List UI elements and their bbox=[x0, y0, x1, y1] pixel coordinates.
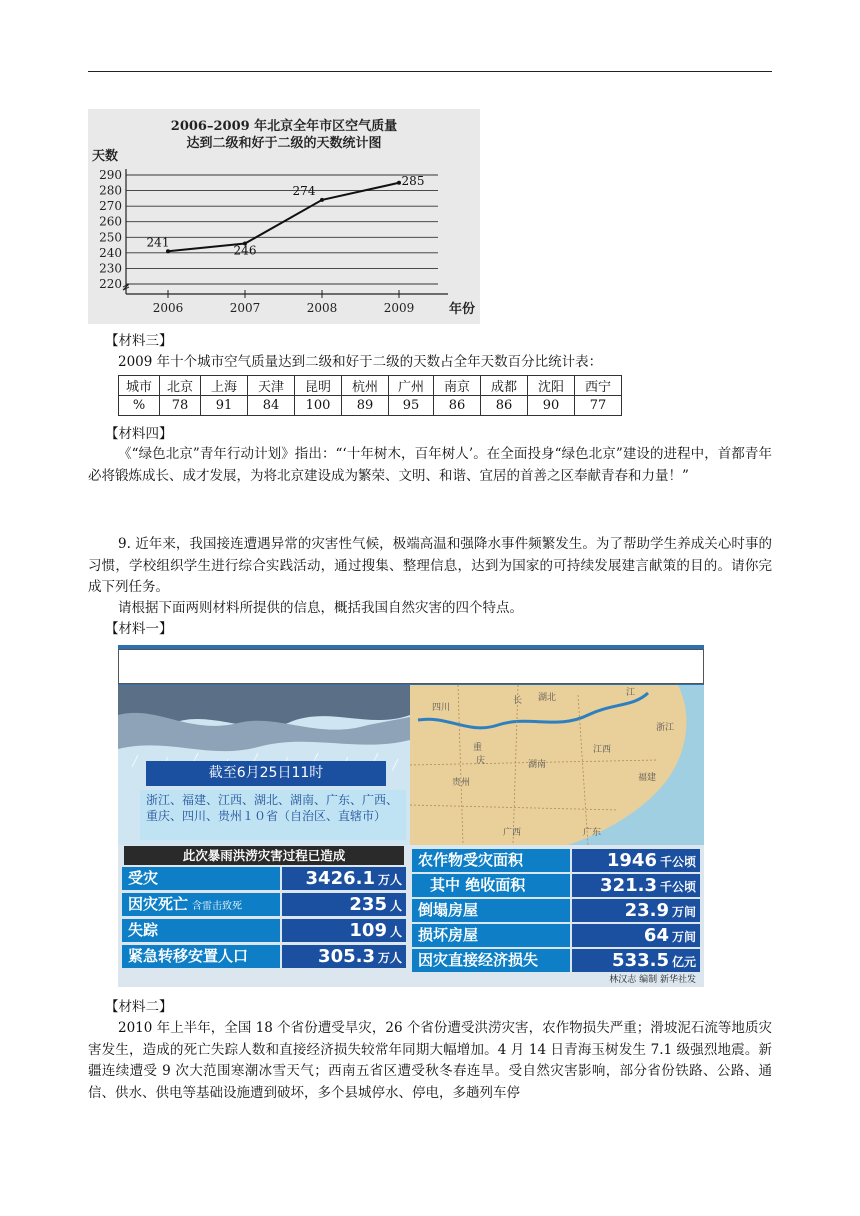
stat-economic-loss bbox=[412, 949, 700, 972]
table-cell: 78 bbox=[160, 396, 201, 416]
table-cell: 100 bbox=[295, 396, 342, 416]
stat-affected-people bbox=[122, 867, 406, 890]
question9-task: 请根据下面两则材料所提供的信息，概括我国自然灾害的四个特点。 bbox=[118, 600, 523, 616]
stat-value: 64 万间 bbox=[572, 924, 700, 947]
y-tick-label: 280 bbox=[99, 183, 122, 198]
table-cell: 89 bbox=[342, 396, 389, 416]
map-label: 浙江 bbox=[656, 723, 675, 733]
map-label: 贵州 bbox=[452, 778, 471, 788]
stat-damaged-houses bbox=[412, 924, 700, 947]
chart-title: 2006–2009 年北京全年市区空气质量 bbox=[170, 119, 398, 134]
material4-text: 《“绿色北京”青年行动计划》指出：“‘十年树木，百年树人’。在全面投身“绿色北京”建设的进程中，首都青年必将锻炼成长、成才发展，为将北京建设成为繁荣、文明、和谐、宜居的首善之区奉献青春和力量！” bbox=[88, 446, 772, 484]
infographic-credit: 林汉志 编制 新华社发 bbox=[609, 975, 696, 985]
map-label: 广东 bbox=[583, 828, 602, 838]
table-cell: 91 bbox=[201, 396, 248, 416]
table-cell: 86 bbox=[434, 396, 481, 416]
city-percent-table bbox=[118, 375, 622, 416]
stats-panel-title: 此次暴雨洪涝灾害过程已造成 bbox=[124, 846, 404, 865]
affected-areas: 浙江、福建、江西、湖北、湖南、广东、广西、重庆、四川、贵州１０省（自治区、直辖市） bbox=[140, 790, 406, 840]
x-tick-label: 2008 bbox=[306, 301, 338, 315]
table-cell: 84 bbox=[248, 396, 295, 416]
stat-value: 23.9 万间 bbox=[572, 899, 700, 922]
stat-value: 109 人 bbox=[282, 919, 406, 942]
map-label: 湖南 bbox=[528, 760, 547, 770]
air-quality-chart bbox=[88, 109, 480, 324]
table-header-row bbox=[119, 376, 622, 396]
stat-deaths bbox=[122, 893, 406, 916]
x-tick-label: 2007 bbox=[229, 301, 261, 315]
stat-crop-failure bbox=[412, 874, 700, 897]
question9-text: 9. 近年来，我国接连遭遇异常的灾害性气候，极端高温和强降水事件频繁发生。为了帮助学生养成关心时事的习惯，学校组织学生进行综合实践活动，通过搜集、整理信息，达到为国家的可持续发展建言献策的目的。请你完成下列任务。 bbox=[88, 536, 772, 596]
map-label: 江西 bbox=[593, 745, 612, 755]
flood-infographic bbox=[118, 645, 704, 987]
y-tick-label: 250 bbox=[99, 230, 122, 245]
stat-value: 1946 千公顷 bbox=[572, 849, 700, 872]
x-tick-label: 2006 bbox=[152, 301, 184, 315]
y-tick-label: 260 bbox=[99, 214, 122, 229]
stat-label: 农作物受灾面积 bbox=[412, 849, 570, 872]
stat-label: 因灾死亡 含雷击致死 bbox=[122, 893, 280, 916]
stat-label: 因灾直接经济损失 bbox=[412, 949, 570, 972]
y-tick-label: 290 bbox=[99, 168, 122, 182]
cover-bar bbox=[118, 649, 704, 684]
table-cell: 沈阳 bbox=[528, 376, 575, 396]
stat-value: 321.3 千公顷 bbox=[572, 874, 700, 897]
stat-missing bbox=[122, 919, 406, 942]
table-cell: 昆明 bbox=[295, 376, 342, 396]
stat-label: 其中 绝收面积 bbox=[412, 874, 570, 897]
data-label: 274 bbox=[292, 183, 316, 198]
data-label: 285 bbox=[401, 173, 425, 188]
map-label: 湖北 bbox=[538, 693, 557, 703]
y-tick-label: 230 bbox=[99, 261, 122, 276]
table-cell: 成都 bbox=[481, 376, 528, 396]
material4-heading: 【材料四】 bbox=[105, 426, 173, 442]
table-cell: 南京 bbox=[434, 376, 481, 396]
series-line bbox=[168, 183, 399, 252]
stat-label: 失踪 bbox=[122, 919, 280, 942]
table-cell: % bbox=[119, 396, 160, 416]
date-banner: 截至6月25日11时 bbox=[146, 761, 386, 786]
data-point bbox=[320, 198, 324, 202]
table-cell: 上海 bbox=[201, 376, 248, 396]
material2-text: 2010 年上半年，全国 18 个省份遭受旱灾，26 个省份遭受洪涝灾害，农作物损失严重；滑坡泥石流等地质灾害发生，造成的死亡失踪人数和直接经济损失较常年同期大幅增加。4 月 14 日青海玉树发生 7.1 级强烈地震。新疆连续遭受 9 次大范围寒潮冰雪天气；西南五省区遭受秋冬春连旱。受自然灾害影响，部分省份铁路、公路、通信、供水、供电等基础设施遭到破坏，多个县城停水、停电，多趟列车停 bbox=[88, 1020, 772, 1101]
stat-value: 305.3 万人 bbox=[282, 945, 406, 968]
stat-value: 3426.1 万人 bbox=[282, 867, 406, 890]
y-tick-label: 240 bbox=[99, 245, 122, 260]
stat-label: 倒塌房屋 bbox=[412, 899, 570, 922]
material1-heading: 【材料一】 bbox=[105, 621, 173, 637]
table-cell: 北京 bbox=[160, 376, 201, 396]
table-cell: 城市 bbox=[119, 376, 160, 396]
stat-value: 533.5 亿元 bbox=[572, 949, 700, 972]
material3-intro: 2009 年十个城市空气质量达到二级和好于二级的天数占全年天数百分比统计表： bbox=[118, 354, 603, 370]
stat-label: 损坏房屋 bbox=[412, 924, 570, 947]
table-cell: 广州 bbox=[389, 376, 434, 396]
header-rule bbox=[88, 71, 772, 72]
data-point bbox=[397, 181, 401, 185]
table-cell: 90 bbox=[528, 396, 575, 416]
table-cell: 95 bbox=[389, 396, 434, 416]
map-label: 江 bbox=[626, 688, 636, 698]
y-tick-label: 270 bbox=[99, 199, 122, 214]
y-tick-label: 220 bbox=[99, 277, 122, 291]
stat-collapsed-houses bbox=[412, 899, 700, 922]
chart-subtitle: 达到二级和好于二级的天数统计图 bbox=[186, 136, 382, 151]
x-axis-label: 年份 bbox=[449, 302, 476, 317]
table-data-row bbox=[119, 396, 622, 416]
stat-value: 235 人 bbox=[282, 893, 406, 916]
map-label: 庆 bbox=[476, 756, 486, 766]
data-label: 241 bbox=[146, 235, 170, 250]
map-label: 福建 bbox=[638, 773, 657, 783]
data-label: 246 bbox=[233, 243, 257, 258]
map-label: 广西 bbox=[503, 828, 522, 838]
table-cell: 86 bbox=[481, 396, 528, 416]
material2-heading: 【材料二】 bbox=[105, 999, 173, 1015]
table-cell: 杭州 bbox=[342, 376, 389, 396]
stat-relocated bbox=[122, 945, 406, 968]
table-cell: 西宁 bbox=[575, 376, 622, 396]
data-point bbox=[166, 249, 170, 253]
table-cell: 天津 bbox=[248, 376, 295, 396]
x-tick-label: 2009 bbox=[383, 301, 415, 315]
chart-canvas bbox=[88, 109, 480, 324]
map-label: 重 bbox=[473, 743, 483, 753]
stat-label: 受灾 bbox=[122, 867, 280, 890]
map-label: 四川 bbox=[432, 703, 451, 713]
y-axis-label: 天数 bbox=[92, 149, 119, 164]
map-label: 长 bbox=[513, 696, 523, 706]
stat-label: 紧急转移安置人口 bbox=[122, 945, 280, 968]
table-cell: 77 bbox=[575, 396, 622, 416]
stat-crop-area bbox=[412, 849, 700, 872]
material3-heading: 【材料三】 bbox=[105, 333, 173, 349]
